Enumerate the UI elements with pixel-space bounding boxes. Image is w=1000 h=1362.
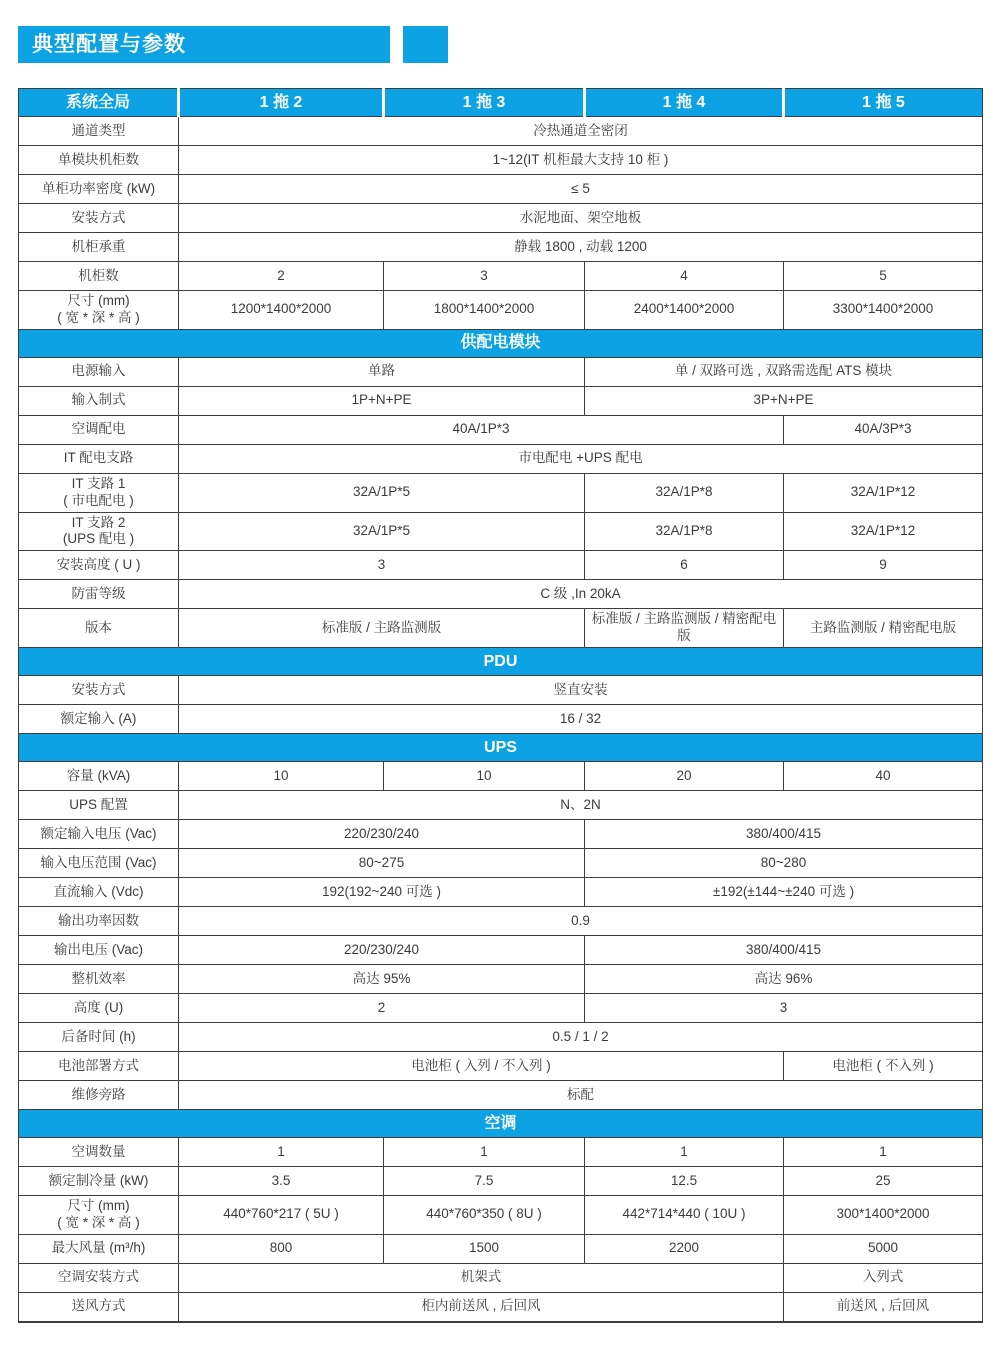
value-cell: 市电配电 +UPS 配电	[179, 444, 983, 473]
value-cell: 10	[384, 762, 585, 791]
page-title: 典型配置与参数	[32, 33, 186, 56]
value-cell: 1~12(IT 机柜最大支持 10 柜 )	[179, 146, 983, 175]
value-cell: 水泥地面、架空地板	[179, 204, 983, 233]
value-cell: 1200*1400*2000	[179, 291, 384, 330]
row-label: 输入电压范围 (Vac)	[19, 849, 179, 878]
row-label: 空调数量	[19, 1138, 179, 1167]
table-row	[19, 705, 983, 734]
column-header-row	[19, 89, 983, 117]
section-title: UPS	[19, 734, 983, 762]
row-label	[19, 473, 179, 512]
table-row	[19, 1023, 983, 1052]
value-cell: 220/230/240	[179, 936, 585, 965]
value-cell: 单路	[179, 357, 585, 386]
row-label-line: IT 支路 2	[71, 514, 126, 530]
row-label: 输入制式	[19, 386, 179, 415]
row-label: 空调配电	[19, 415, 179, 444]
value-cell: 0.9	[179, 907, 983, 936]
table-row	[19, 175, 983, 204]
row-label: 送风方式	[19, 1292, 179, 1322]
value-cell: 3	[384, 262, 585, 291]
row-label: 容量 (kVA)	[19, 762, 179, 791]
row-label-line: ( 宽 * 深 * 高 )	[57, 309, 140, 325]
row-label: 空调安装方式	[19, 1263, 179, 1292]
table-row	[19, 762, 983, 791]
config-column-header: 1 拖 5	[784, 89, 983, 117]
value-cell: 标准版 / 主路监测版 / 精密配电版	[585, 609, 784, 648]
value-cell: ≤ 5	[179, 175, 983, 204]
value-cell: 标准版 / 主路监测版	[179, 609, 585, 648]
corner-header: 系统全局	[19, 89, 179, 117]
table-row	[19, 878, 983, 907]
row-label	[19, 291, 179, 330]
value-cell: 800	[179, 1234, 384, 1263]
row-label-line: (UPS 配电 )	[62, 531, 135, 547]
value-cell: 冷热通道全密闭	[179, 117, 983, 146]
value-cell: 32A/1P*5	[179, 512, 585, 551]
value-cell: 电池柜 ( 不入列 )	[784, 1052, 983, 1081]
table-row	[19, 415, 983, 444]
value-cell: 220/230/240	[179, 820, 585, 849]
section-title: 空调	[19, 1110, 983, 1138]
section-row	[19, 648, 983, 676]
value-cell: 主路监测版 / 精密配电版	[784, 609, 983, 648]
row-label: 安装方式	[19, 676, 179, 705]
value-cell: 380/400/415	[585, 820, 983, 849]
value-cell: 32A/1P*8	[585, 473, 784, 512]
section-title: PDU	[19, 648, 983, 676]
row-label-line: 尺寸 (mm)	[67, 293, 130, 308]
value-cell: 前送风 , 后回风	[784, 1292, 983, 1322]
table-row	[19, 609, 983, 648]
page-title-bar	[18, 26, 390, 63]
table-row	[19, 512, 983, 551]
value-cell: 1	[384, 1138, 585, 1167]
config-column-header: 1 拖 2	[179, 89, 384, 117]
value-cell: 1	[784, 1138, 983, 1167]
value-cell: 10	[179, 762, 384, 791]
row-label: 直流输入 (Vdc)	[19, 878, 179, 907]
value-cell: 32A/1P*12	[784, 512, 983, 551]
section-row	[19, 329, 983, 357]
table-row	[19, 117, 983, 146]
table-row	[19, 820, 983, 849]
value-cell: 20	[585, 762, 784, 791]
row-label: 后备时间 (h)	[19, 1023, 179, 1052]
value-cell: 高达 96%	[585, 965, 983, 994]
table-row	[19, 791, 983, 820]
value-cell: 3300*1400*2000	[784, 291, 983, 330]
value-cell: 16 / 32	[179, 705, 983, 734]
table-row	[19, 551, 983, 580]
value-cell: C 级 ,In 20kA	[179, 580, 983, 609]
table-row	[19, 204, 983, 233]
table-row	[19, 357, 983, 386]
title-accent-square	[403, 26, 448, 63]
row-label: IT 配电支路	[19, 444, 179, 473]
section-title: 供配电模块	[19, 329, 983, 357]
value-cell: 192(192~240 可选 )	[179, 878, 585, 907]
table-row	[19, 849, 983, 878]
value-cell: 40	[784, 762, 983, 791]
value-cell: 1500	[384, 1234, 585, 1263]
row-label: 额定输入电压 (Vac)	[19, 820, 179, 849]
value-cell: 12.5	[585, 1167, 784, 1196]
value-cell: 机架式	[179, 1263, 784, 1292]
value-cell: 静载 1800 , 动载 1200	[179, 233, 983, 262]
row-label: 额定输入 (A)	[19, 705, 179, 734]
value-cell: 5	[784, 262, 983, 291]
value-cell: 5000	[784, 1234, 983, 1263]
section-row	[19, 1110, 983, 1138]
value-cell: 竖直安装	[179, 676, 983, 705]
table-row	[19, 386, 983, 415]
value-cell: 300*1400*2000	[784, 1196, 983, 1235]
config-column-header: 1 拖 4	[585, 89, 784, 117]
table-row	[19, 936, 983, 965]
row-label-line: 尺寸 (mm)	[67, 1198, 130, 1213]
row-label: 整机效率	[19, 965, 179, 994]
row-label: 输出功率因数	[19, 907, 179, 936]
value-cell: 6	[585, 551, 784, 580]
row-label	[19, 1196, 179, 1235]
spec-table	[18, 88, 983, 1323]
value-cell: 40A/3P*3	[784, 415, 983, 444]
value-cell: 32A/1P*5	[179, 473, 585, 512]
row-label: 电池部署方式	[19, 1052, 179, 1081]
row-label: 额定制冷量 (kW)	[19, 1167, 179, 1196]
value-cell: 入列式	[784, 1263, 983, 1292]
table-row	[19, 1052, 983, 1081]
table-row	[19, 1263, 983, 1292]
table-row	[19, 1138, 983, 1167]
value-cell: 2400*1400*2000	[585, 291, 784, 330]
value-cell: 440*760*217 ( 5U )	[179, 1196, 384, 1235]
value-cell: 2200	[585, 1234, 784, 1263]
value-cell: 80~280	[585, 849, 983, 878]
row-label-line: ( 宽 * 深 * 高 )	[57, 1214, 140, 1230]
table-row	[19, 1167, 983, 1196]
value-cell: 2	[179, 262, 384, 291]
row-label: 防雷等级	[19, 580, 179, 609]
value-cell: 1800*1400*2000	[384, 291, 585, 330]
section-row	[19, 734, 983, 762]
value-cell: 442*714*440 ( 10U )	[585, 1196, 784, 1235]
value-cell: 单 / 双路可选 , 双路需选配 ATS 模块	[585, 357, 983, 386]
value-cell: 柜内前送风 , 后回风	[179, 1292, 784, 1322]
row-label: 最大风量 (m³/h)	[19, 1234, 179, 1263]
row-label: 单柜功率密度 (kW)	[19, 175, 179, 204]
table-row	[19, 1196, 983, 1235]
value-cell: 25	[784, 1167, 983, 1196]
value-cell: 标配	[179, 1081, 983, 1110]
row-label: 机柜承重	[19, 233, 179, 262]
value-cell: 0.5 / 1 / 2	[179, 1023, 983, 1052]
value-cell: 9	[784, 551, 983, 580]
table-row	[19, 994, 983, 1023]
value-cell: 380/400/415	[585, 936, 983, 965]
value-cell: 4	[585, 262, 784, 291]
row-label: 输出电压 (Vac)	[19, 936, 179, 965]
value-cell: 80~275	[179, 849, 585, 878]
row-label: 高度 (U)	[19, 994, 179, 1023]
value-cell: ±192(±144~±240 可选 )	[585, 878, 983, 907]
row-label: 单模块机柜数	[19, 146, 179, 175]
row-label-line: ( 市电配电 )	[63, 492, 134, 508]
value-cell: N、2N	[179, 791, 983, 820]
table-row	[19, 262, 983, 291]
value-cell: 3	[179, 551, 585, 580]
row-label	[19, 512, 179, 551]
row-label: 安装高度 ( U )	[19, 551, 179, 580]
row-label: 机柜数	[19, 262, 179, 291]
value-cell: 32A/1P*8	[585, 512, 784, 551]
table-row	[19, 1081, 983, 1110]
table-row	[19, 1234, 983, 1263]
table-row	[19, 291, 983, 330]
value-cell: 1P+N+PE	[179, 386, 585, 415]
value-cell: 1	[585, 1138, 784, 1167]
row-label-line: IT 支路 1	[71, 475, 126, 491]
table-row	[19, 444, 983, 473]
spec-table-body	[19, 117, 983, 1322]
value-cell: 440*760*350 ( 8U )	[384, 1196, 585, 1235]
value-cell: 电池柜 ( 入列 / 不入列 )	[179, 1052, 784, 1081]
value-cell: 3P+N+PE	[585, 386, 983, 415]
value-cell: 40A/1P*3	[179, 415, 784, 444]
table-row	[19, 473, 983, 512]
table-row	[19, 907, 983, 936]
spec-table-head	[19, 89, 983, 117]
value-cell: 3.5	[179, 1167, 384, 1196]
table-row	[19, 233, 983, 262]
config-column-header: 1 拖 3	[384, 89, 585, 117]
table-row	[19, 965, 983, 994]
value-cell: 7.5	[384, 1167, 585, 1196]
table-row	[19, 1292, 983, 1322]
row-label: 通道类型	[19, 117, 179, 146]
row-label: UPS 配置	[19, 791, 179, 820]
table-row	[19, 146, 983, 175]
row-label: 版本	[19, 609, 179, 648]
table-row	[19, 676, 983, 705]
value-cell: 1	[179, 1138, 384, 1167]
row-label: 维修旁路	[19, 1081, 179, 1110]
row-label: 安装方式	[19, 204, 179, 233]
value-cell: 2	[179, 994, 585, 1023]
row-label: 电源输入	[19, 357, 179, 386]
table-row	[19, 580, 983, 609]
value-cell: 3	[585, 994, 983, 1023]
value-cell: 高达 95%	[179, 965, 585, 994]
value-cell: 32A/1P*12	[784, 473, 983, 512]
